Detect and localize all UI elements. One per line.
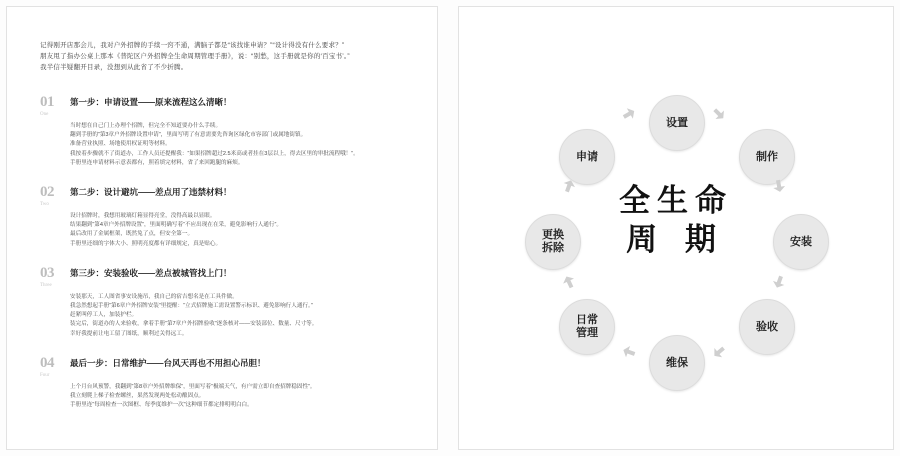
center-title-line-2: 周 期 — [626, 222, 726, 257]
step-number-box — [40, 356, 70, 379]
left-text-column — [40, 40, 390, 427]
node-genghuan-chaichu[interactable] — [525, 214, 581, 270]
node-richang-guanli[interactable] — [559, 299, 615, 355]
node-label: 维保 — [666, 356, 688, 369]
node-label: 制作 — [756, 150, 778, 163]
node-label: 验收 — [756, 320, 778, 333]
step-body-line: 手册里还细的字体大小、照明亮度都有详细规定，真是贴心。 — [70, 240, 222, 247]
step-body — [70, 293, 390, 339]
arrow-icon — [708, 341, 731, 364]
node-label-line-1: 日常 — [576, 314, 598, 326]
step-number-box — [40, 185, 70, 208]
step-body-line: 上个月台风预警，我翻到“第8章户外招牌维保”，里面写着“极端天气，有户需立即自查招牌稳固性”。 — [70, 383, 316, 390]
node-zhizuo[interactable] — [739, 129, 795, 185]
step-number-english: Three — [40, 282, 52, 288]
step-number: 01 — [40, 94, 54, 110]
step-body — [70, 383, 390, 411]
node-label: 申请 — [576, 150, 598, 163]
step-item — [40, 266, 390, 339]
node-label-line-2: 拆除 — [542, 242, 564, 254]
intro-line-1: 记得刚开店那会儿，我对户外招牌的手续一窍不通，满脑子都是“该找谁申请？”“设计得没有什么要求？” — [40, 42, 345, 49]
step-body-line: 结果翻到“第4章户外招牌设置”，里面明确写着“不应出现在在采，避免影响行人通行”。 — [70, 222, 282, 229]
lifecycle-diagram — [458, 6, 894, 450]
node-yanshou[interactable] — [739, 299, 795, 355]
arrow-icon — [769, 272, 790, 293]
step-body-line: 装完后，街道办的人来验收，拿着手册“第7章户外招牌验收”逐条核对——安装部位、数量、尺寸等。 — [70, 321, 318, 328]
step-title: 最后一步：日常维护——台风天再也不用担心吊胆！ — [70, 357, 266, 368]
node-shezhi[interactable] — [649, 95, 705, 151]
step-number-box — [40, 95, 70, 118]
arrow-icon — [618, 103, 640, 125]
step-body-line: 手册里连“每周检查一次图框、每季度维护一次”这种细节都定排明明白白。 — [70, 402, 253, 409]
step-number-box — [40, 266, 70, 289]
step-body-line: 最后改用了金属框架，既然兔了点，但安全第一。 — [70, 231, 194, 238]
node-label: 设置 — [666, 116, 688, 129]
step-body-line: 我急然想起手册“第6章户外招牌安装”里提醒：“立式招牌施工需设置警示标识、避免影响行人通行。” — [70, 303, 313, 310]
step-body-line: 我立刻爬上梯子检查螺丝，果然发现两处松动酿固点。 — [70, 393, 205, 400]
step-header — [40, 185, 390, 208]
step-body — [70, 122, 390, 168]
step-number-english: Two — [40, 202, 49, 208]
step-number: 03 — [40, 264, 54, 281]
step-body-line: 我按着步骤就不了街道办，工作人员还提醒我：“如果招牌超过2.5米高或者挂在3层以上，得去区里的审批流程哦！”。 — [70, 150, 359, 157]
arrow-icon — [558, 271, 579, 292]
arrow-icon — [708, 103, 731, 126]
step-body-line: 安装那天，工人图省事安设施吊，我自己的宿吉想名是在工具件做。 — [70, 293, 238, 300]
node-label: 安装 — [790, 235, 812, 248]
step-number-english: One — [40, 112, 49, 117]
step-body-line: 手册里连申请材料示意表都有，照着填完材料，省了来回跑腿的麻烦。 — [70, 159, 244, 166]
step-title: 第二步：设计避坑——差点用了违禁材料！ — [70, 187, 232, 198]
step-item — [40, 356, 390, 411]
step-body-line: 当时想在自己门上办理个招牌，但完全不知道要办什么手续。 — [70, 123, 222, 129]
intro-line-3: 我半信半疑翻开目录，没想到从此省了不少折腾。 — [40, 64, 188, 71]
diagram-center-title — [458, 182, 894, 260]
arrow-icon — [619, 342, 640, 363]
step-title: 第三步：安装验收——差点被城管找上门！ — [70, 267, 232, 278]
step-header — [40, 356, 390, 379]
step-number-english: Four — [40, 372, 50, 378]
step-title: 第一步：申请设置——原来流程这么清晰！ — [70, 97, 232, 107]
arrow-icon — [770, 177, 789, 196]
node-label-line-1: 更换 — [542, 229, 564, 241]
center-title-line-1: 全生命 — [619, 183, 733, 218]
step-body-line: 幸好我提前让电工留了图纸，顺利过关得远工。 — [70, 330, 188, 337]
node-weibao[interactable] — [649, 335, 705, 391]
step-number: 02 — [40, 184, 54, 201]
step-number: 04 — [40, 354, 54, 371]
step-body-line: 翻到手册的“第3章户外招牌设置申请”，里面写明了有意需要先咨询区绿化市容部门或属地街镇。 — [70, 132, 307, 139]
intro-line-2: 朋友甩了指办公桌上那本《普陀区户外招牌全生命周期管理手册》，说：“别愁，这手册就是你的‘百宝书’。” — [40, 53, 350, 60]
step-header — [40, 95, 390, 118]
step-body-line: 设计招牌时，我想用玻璃灯箱显得亮堂，没得高最以显眼。 — [70, 213, 216, 220]
step-header — [40, 266, 390, 289]
intro-paragraph — [40, 40, 390, 73]
step-body-line: 准备营业执照、场地使用权证明等材料。 — [70, 141, 171, 148]
step-body — [70, 212, 390, 249]
step-item — [40, 185, 390, 249]
step-body-line: 赶紧叫停工人，加装护栏。 — [70, 312, 138, 319]
node-anzhuang[interactable] — [773, 214, 829, 270]
node-label-line-2: 管理 — [576, 327, 598, 339]
step-item — [40, 95, 390, 168]
